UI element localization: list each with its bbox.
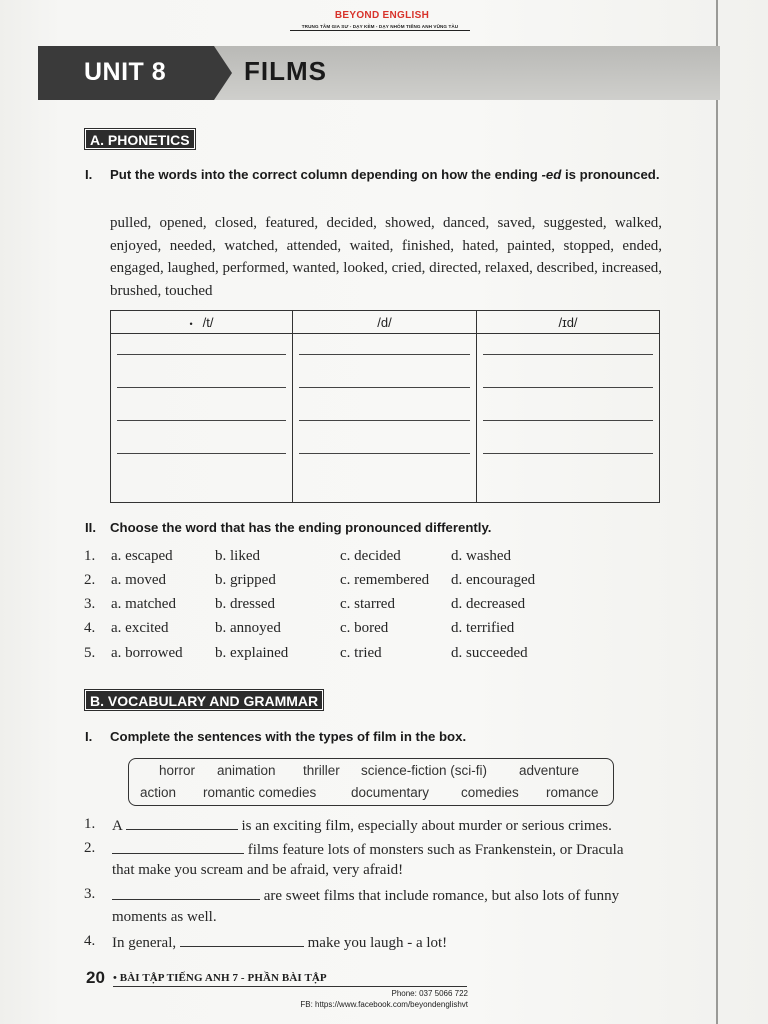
column-header-id: /ɪd/: [477, 311, 660, 334]
page-edge: [716, 0, 718, 1024]
footer-phone: Phone: 037 5066 722: [391, 989, 468, 998]
answer-cell-t[interactable]: [111, 334, 293, 503]
blank-field[interactable]: [112, 840, 244, 854]
exercise-a1-heading: [85, 164, 666, 186]
exercise-number: I.: [85, 167, 93, 182]
section-b-tag: B. VOCABULARY AND GRAMMAR: [84, 689, 324, 711]
sentence-2-cont: that make you scream and be afraid, very afraid!: [112, 862, 404, 878]
column-header-d: /d/: [293, 311, 477, 334]
brand-title: BEYOND ENGLISH: [334, 10, 430, 21]
box-word: animation: [217, 763, 276, 778]
footer-divider: [113, 986, 467, 987]
sentence-4: 4.: [84, 933, 96, 949]
exercise-text: Complete the sentences with the types of film in the box.: [110, 729, 467, 744]
box-word: romance: [546, 785, 599, 800]
answer-cell-d[interactable]: [293, 334, 477, 503]
box-word: science-fiction (sci-fi): [361, 763, 488, 778]
sentence-3-text: are sweet films that include romance, but also lots of funny: [112, 886, 619, 905]
box-word: romantic comedies: [203, 785, 317, 800]
page-number: 20: [86, 968, 105, 987]
blank-field[interactable]: [126, 816, 238, 830]
sentence-1-text: A is an exciting film, especially about murder or serious crimes.: [112, 818, 612, 834]
unit-title: FILMS: [244, 56, 327, 86]
exercise-text: Choose the word that has the ending pronounced differently.: [110, 520, 492, 535]
exercise-a2-heading: [85, 517, 666, 539]
sentence-1: 1.: [84, 816, 96, 832]
sentence-3: 3.: [84, 886, 96, 902]
exercise-b1-heading: [85, 726, 666, 748]
footer-facebook-link[interactable]: FB: https://www.facebook.com/beyondenglishvt: [300, 1000, 468, 1009]
unit-label: UNIT 8: [84, 58, 167, 86]
exercise-number: II.: [85, 520, 96, 535]
blank-field[interactable]: [180, 933, 304, 947]
word-box: [128, 758, 614, 806]
exercise-number: I.: [85, 729, 93, 744]
ending-ed: -ed: [541, 167, 562, 182]
box-word: documentary: [351, 785, 430, 800]
word-list: pulled, opened, closed, featured, decided, showed, danced, saved, suggested, walked, enjoyed, needed, watched, attended, waited, finished, hated, painted, stopped, ended, engaged, laughed, performed, wanted, looked, cried, directed, relaxed, described, increased, brushed, touched: [110, 215, 662, 299]
sentence-2-text: films feature lots of monsters such as Frankenstein, or Dracula: [112, 840, 623, 859]
exercise-text-end: is pronounced.: [561, 167, 660, 182]
box-word: comedies: [461, 785, 519, 800]
sentence-3-cont: moments as well.: [112, 909, 217, 925]
section-a-tag: A. PHONETICS: [84, 128, 196, 150]
box-word: horror: [159, 763, 196, 778]
box-word: adventure: [519, 763, 580, 778]
sentence-2: 2.: [84, 840, 96, 856]
pronunciation-table: [110, 310, 660, 503]
box-word: thriller: [303, 763, 340, 778]
blank-field[interactable]: [112, 886, 260, 900]
exercise-text: Put the words into the correct column depending on how the ending: [110, 167, 542, 182]
sentence-4-text: In general, make you laugh - a lot!: [112, 935, 448, 951]
brand-subtitle: TRUNG TÂM GIA SƯ - DẠY KÈM - DẠY NHÓM TIẾNG ANH VŨNG TÀU: [290, 24, 470, 31]
box-word: action: [140, 785, 177, 800]
footer-book-title: • BÀI TẬP TIẾNG ANH 7 - PHẦN BÀI TẬP: [113, 972, 327, 984]
page: BEYOND ENGLISH TRUNG TÂM GIA SƯ - DẠY KÈM - DẠY NHÓM TIẾNG ANH VŨNG TÀU UNIT 8 FILMS A. PHONETICS I. Put the words into the correct column depending on how the ending -ed is pronounced. pulled, opened, closed, featured, decided, showed, danced, saved, suggested, walked, enjoyed, needed, watched, attended, waited, finished, hated, painted, stopped, ended, engaged, laughed, performed, wanted, looked, cried, directed, relaxed, described, increased, brushed, touched • /t/ /d/ /ɪd/ II. Choose the word that has the ending pronounced differently. 1. a. escaped b. liked c. decided d. washed 2. a. moved b. gripped c. remembered d. encouraged 3. a. matched b. dressed c. starred d. decreased 4. a. excited b. annoyed c. bored d. terrified 5. a. borrowed b. explained c. tried d. succeeded B. VOCABULARY AND GRAMMAR I. Complete the sentences with the types of film in the box. horror animation thriller science-fiction (sci-fi) adventure action romantic comedies documentary comedies romance 1. A is an exciting film, especially about murder or serious crimes. 2. films feature lots of monsters such as Frankenstein, or Dracula that make you scream and be afraid, very afraid! 3. are sweet films that include romance, but also lots of funny moments as well. 4. In general, make you laugh - a lot! 20 • BÀI TẬP TIẾNG ANH 7 - PHẦN BÀI TẬP Phone: 037 5066 722 FB: https://www.facebook.com/beyondenglishvt: [0, 0, 768, 1024]
unit-arrow-shape: [214, 46, 232, 100]
answer-cell-id[interactable]: [477, 334, 660, 503]
column-header-t: • /t/: [111, 311, 293, 334]
